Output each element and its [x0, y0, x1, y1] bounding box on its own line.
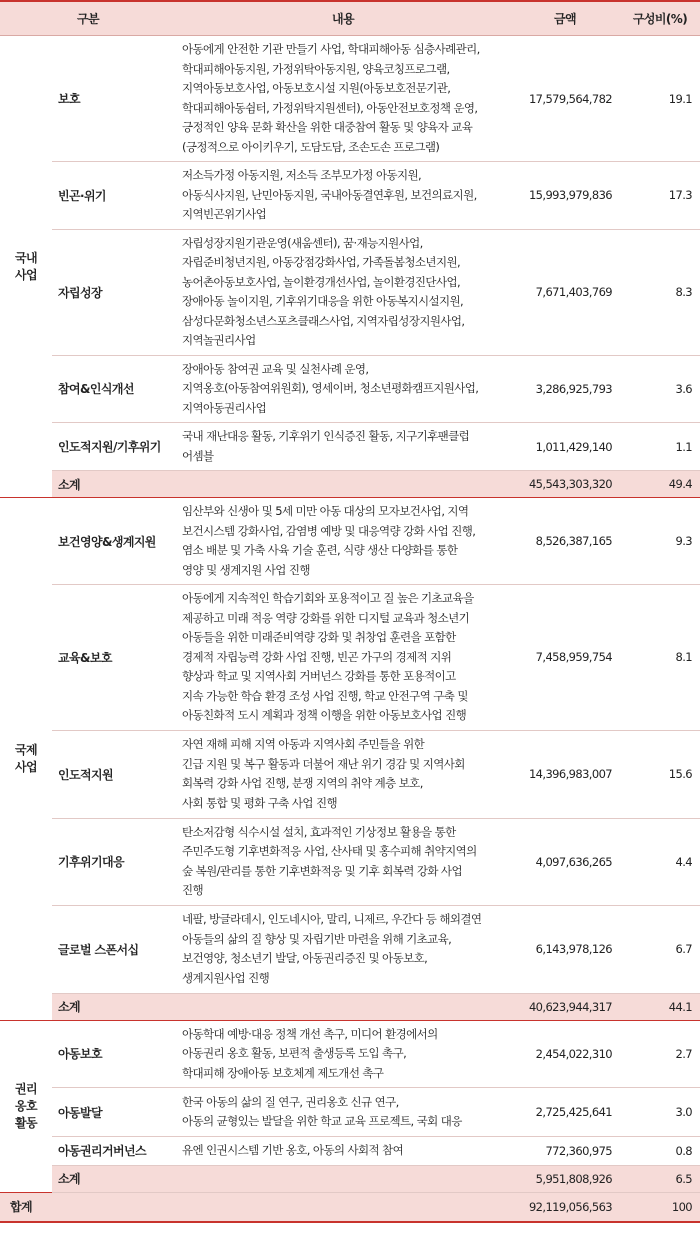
subtotal-ratio: 49.4 [620, 471, 700, 498]
row-name: 교육&보호 [52, 585, 176, 731]
subtotal-row [0, 993, 700, 1020]
row-name: 보건영양&생계지원 [52, 498, 176, 585]
subtotal-row [0, 471, 700, 498]
header-category: 구분 [0, 1, 176, 36]
row-amount: 7,671,403,769 [510, 229, 620, 355]
subtotal-amount: 5,951,808,926 [510, 1165, 620, 1192]
row-desc: 유엔 인권시스템 기반 옹호, 아동의 사회적 참여 [176, 1137, 510, 1166]
header-amount: 금액 [510, 1, 620, 36]
row-desc: 자연 재해 피해 지역 아동과 지역사회 주민들을 위한 긴급 지원 및 복구 활동과 더불어 재난 위기 경감 및 지역사회 회복력 강화 사업 진행, 분쟁 지역의 취약 계층 보호, 사회 통합 및 평화 구축 사업 진행 [176, 730, 510, 818]
row-name: 인도적지원/기후위기 [52, 423, 176, 471]
row-amount: 2,725,425,641 [510, 1088, 620, 1137]
total-amount: 92,119,056,563 [510, 1192, 620, 1222]
subtotal-amount: 45,543,303,320 [510, 471, 620, 498]
category-advocacy: 권리 옹호 활동 [0, 1020, 52, 1192]
table-row [0, 229, 700, 355]
row-amount: 7,458,959,754 [510, 585, 620, 731]
row-desc: 자립성장지원기관운영(새움센터), 꿈·재능지원사업, 자립준비청년지원, 아동강점강화사업, 가족돌봄청소년지원, 농어촌아동보호사업, 놀이환경개선사업, 놀이환경진단사업, 장애아동 놀이지원, 기후위기대응을 위한 아동복지시설지원, 삼성다문화청소년스포츠클래스사업, 지역자립성장지원사업, 지역놀권리사업 [176, 229, 510, 355]
table-row [0, 355, 700, 423]
row-ratio: 3.6 [620, 355, 700, 423]
subtotal-label: 소계 [52, 1165, 176, 1192]
row-desc: 아동에게 지속적인 학습기회와 포용적이고 질 높은 기초교육을 제공하고 미래 적응 역량 강화를 위한 디지털 교육과 청소년기 아동들을 위한 미래준비역량 강화 및 취창업 훈련을 포함한 경제적 자립능력 강화 사업 진행, 빈곤 가구의 경제적 지위 향상과 학교 및 지역사회 거버넌스 강화를 통한 포용적이고 지속 가능한 학습 환경 조성 사업 진행, 학교 안전구역 구축 및 아동친화적 도시 계획과 정책 이행을 위한 아동보호사업 진행 [176, 585, 510, 731]
row-desc: 네팔, 방글라데시, 인도네시아, 말리, 니제르, 우간다 등 해외결연 아동들의 삶의 질 향상 및 자립기반 마련을 위해 기초교육, 보건영양, 청소년기 발달, 아동권리증진 및 아동보호, 생계지원사업 진행 [176, 905, 510, 993]
subtotal-ratio: 44.1 [620, 993, 700, 1020]
row-ratio: 1.1 [620, 423, 700, 471]
row-name: 참여&인식개선 [52, 355, 176, 423]
row-ratio: 15.6 [620, 730, 700, 818]
row-amount: 17,579,564,782 [510, 36, 620, 162]
row-desc: 아동학대 예방·대응 정책 개선 촉구, 미디어 환경에서의 아동권리 옹호 활동, 보편적 출생등록 도입 촉구, 학대피해 장애아동 보호체계 제도개선 촉구 [176, 1020, 510, 1088]
row-ratio: 4.4 [620, 818, 700, 905]
row-ratio: 9.3 [620, 498, 700, 585]
row-name: 아동권리거버넌스 [52, 1137, 176, 1166]
header-content: 내용 [176, 1, 510, 36]
table-row [0, 423, 700, 471]
table-row [0, 162, 700, 230]
row-desc: 장애아동 참여권 교육 및 실천사례 운영, 지역옹호(아동참여위원회), 영세이버, 청소년평화캠프지원사업, 지역아동권리사업 [176, 355, 510, 423]
row-name: 아동발달 [52, 1088, 176, 1137]
row-amount: 4,097,636,265 [510, 818, 620, 905]
row-name: 빈곤·위기 [52, 162, 176, 230]
table-row [0, 585, 700, 731]
row-name: 글로벌 스폰서십 [52, 905, 176, 993]
subtotal-ratio: 6.5 [620, 1165, 700, 1192]
table-row [0, 36, 700, 162]
table-row [0, 730, 700, 818]
row-ratio: 8.3 [620, 229, 700, 355]
table-row [0, 905, 700, 993]
row-desc: 임산부와 신생아 및 5세 미만 아동 대상의 모자보건사업, 지역 보건시스템 강화사업, 감염병 예방 및 대응역량 강화 사업 진행, 염소 배분 및 가축 사육 기술 훈련, 식량 생산 다양화를 통한 영양 및 생계지원 사업 진행 [176, 498, 510, 585]
row-amount: 3,286,925,793 [510, 355, 620, 423]
header-row [0, 1, 700, 36]
table-row [0, 1137, 700, 1166]
header-ratio: 구성비(%) [620, 1, 700, 36]
total-ratio: 100 [620, 1192, 700, 1222]
row-desc: 저소득가정 아동지원, 저소득 조부모가정 아동지원, 아동식사지원, 난민아동지원, 국내아동결연후원, 보건의료지원, 지역빈곤위기사업 [176, 162, 510, 230]
total-label: 합계 [0, 1192, 176, 1222]
row-amount: 14,396,983,007 [510, 730, 620, 818]
row-ratio: 19.1 [620, 36, 700, 162]
row-amount: 772,360,975 [510, 1137, 620, 1166]
row-desc: 탄소저감형 식수시설 설치, 효과적인 기상정보 활용을 통한 주민주도형 기후변화적응 사업, 산사태 및 홍수피해 취약지역의 숲 복원/관리를 통한 기후변화적응 및 기후 회복력 강화 사업 진행 [176, 818, 510, 905]
row-amount: 2,454,022,310 [510, 1020, 620, 1088]
subtotal-label: 소계 [52, 993, 176, 1020]
row-ratio: 0.8 [620, 1137, 700, 1166]
total-row [0, 1192, 700, 1222]
category-international: 국제 사업 [0, 498, 52, 1021]
table-row [0, 1088, 700, 1137]
table-row [0, 498, 700, 585]
row-ratio: 6.7 [620, 905, 700, 993]
subtotal-amount: 40,623,944,317 [510, 993, 620, 1020]
row-amount: 6,143,978,126 [510, 905, 620, 993]
row-name: 보호 [52, 36, 176, 162]
row-desc: 아동에게 안전한 기관 만들기 사업, 학대피해아동 심층사례관리, 학대피해아동지원, 가정위탁아동지원, 양육코칭프로그램, 지역아동보호사업, 아동보호시설 지원(아동보호전문기관, 학대피해아동쉼터, 가정위탁지원센터), 아동안전보호정책 운영, 긍정적인 양육 문화 확산을 위한 대중참여 활동 및 양육자 교육 (긍정적으로 아이키우기, 도담도담, 조손도손 프로그램) [176, 36, 510, 162]
subtotal-row [0, 1165, 700, 1192]
row-ratio: 2.7 [620, 1020, 700, 1088]
subtotal-label: 소계 [52, 471, 176, 498]
row-amount: 8,526,387,165 [510, 498, 620, 585]
row-ratio: 8.1 [620, 585, 700, 731]
row-name: 자립성장 [52, 229, 176, 355]
row-ratio: 17.3 [620, 162, 700, 230]
row-desc: 국내 재난대응 활동, 기후위기 인식증진 활동, 지구기후팬클럽 어셈블 [176, 423, 510, 471]
row-desc: 한국 아동의 삶의 질 연구, 권리옹호 신규 연구, 아동의 균형있는 발달을 위한 학교 교육 프로젝트, 국회 대응 [176, 1088, 510, 1137]
row-name: 기후위기대응 [52, 818, 176, 905]
row-name: 아동보호 [52, 1020, 176, 1088]
row-ratio: 3.0 [620, 1088, 700, 1137]
row-amount: 15,993,979,836 [510, 162, 620, 230]
category-domestic: 국내 사업 [0, 36, 52, 498]
row-name: 인도적지원 [52, 730, 176, 818]
row-amount: 1,011,429,140 [510, 423, 620, 471]
table-row [0, 1020, 700, 1088]
table-row [0, 818, 700, 905]
